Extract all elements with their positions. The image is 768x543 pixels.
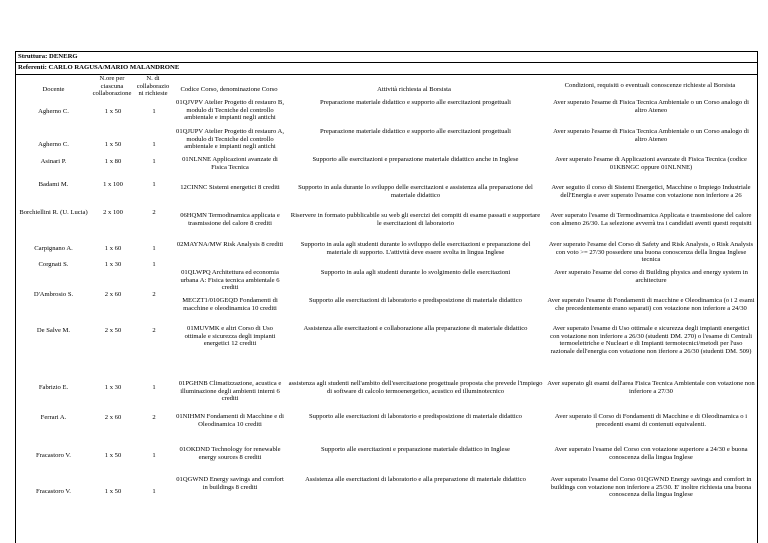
cell-n: 1 <box>152 261 156 268</box>
cell-docente: Borchiellini R. (U. Lucia) <box>19 209 88 216</box>
cell-n: 1 <box>152 108 156 115</box>
col-header-attivita: Attività richiesta al Borsista <box>377 86 451 93</box>
cell-corso: 02MAYNA/MW Risk Analysis 8 crediti <box>176 241 284 248</box>
cell-corso: 01QLWPQ Architettura ed economia urbana A: Fisica tecnica ambientale 6 crediti <box>180 269 280 292</box>
cell-ore: 1 x 50 <box>104 141 122 148</box>
cell-docente: Asinari P. <box>40 158 67 165</box>
cell-ore: 1 x 60 <box>104 245 122 252</box>
cell-attivita: assistenza agli studenti nell'ambito dell'esercitazione progettuale proposta che prevede l'impiego di software di calcolo termoenergetico, acustico ed illuminotecnico <box>288 380 543 395</box>
cell-cond: Aver superato l'esame di Fisica Tecnica Ambientale o un Corso analogo di altro Ateneo <box>553 99 749 114</box>
cell-ore: 2 x 100 <box>103 209 123 216</box>
cell-n: 1 <box>152 452 156 459</box>
cell-attivita: Assistenza alle esercitazioni e collaborazione alla preparazione di materiale didattico <box>303 325 528 332</box>
cell-ore: 2 x 60 <box>104 291 122 298</box>
cell-cond: Aver superato l'esame del Corso di Safety and Risk Analysis, o Risk Analysis con voto >= 27/30 possedere una buona conoscenza della lingua Inglese tecnica <box>548 241 754 264</box>
cell-docente: Ferrari A. <box>40 414 67 421</box>
cell-attivita: Riservere in formato pubblicabile su web gli esercizi dei compiti di esame passati e supportare le esercitazioni di laboratorio <box>290 212 541 227</box>
cell-ore: 2 x 60 <box>104 414 122 421</box>
cell-docente: Agherno C. <box>38 108 69 115</box>
cell-ore: 1 x 30 <box>104 261 122 268</box>
cell-ore: 2 x 50 <box>104 327 122 334</box>
cell-cond: Aver superato il Corso di Fondamenti di Macchine e di Oleodinamica o i precedenti esami di contenuti equivalenti. <box>554 413 748 428</box>
cell-cond: Aver seguito il corso di Sistemi Energetici, Macchine o Impiego Industriale dell'Energia e aver superato l'esame con votazione non inferiore a 26 <box>551 184 751 199</box>
cell-attivita: Supporto alle esercitazioni di laboratorio e predisposizione di materiale didattico <box>309 413 522 420</box>
cell-docente: Carpignano A. <box>34 245 73 252</box>
col-header-ore: N.ore per ciascuna collaborazione <box>92 75 132 97</box>
cell-docente: Corgnati S. <box>38 261 69 268</box>
cell-cond: Aver superato l'esame del corso di Building physics and energy system in architecture <box>554 269 748 284</box>
cell-attivita: Supporto in aula durante lo sviluppo delle esercitazioni e assistenza alla preparazione del materiale didattico <box>298 184 533 199</box>
cell-docente: De Salve M. <box>36 327 71 334</box>
cell-cond: Aver superato l'esame di Fisica Tecnica Ambientale o un Corso analogo di altro Ateneo <box>553 128 749 143</box>
cell-n: 1 <box>152 141 156 148</box>
cell-attivita: Supporto alle esercitazioni e preparazione materiale didattico anche in Inglese <box>312 156 519 163</box>
referenti-header <box>15 63 758 75</box>
cell-corso: 01OKDND Technology for renewable energy sources 8 crediti <box>179 446 281 461</box>
cell-attivita: Assistenza alle esercitazioni di laboratorio e alla preparazione di materiale didattico <box>305 476 526 483</box>
cell-corso: 01MUVMK e altri Corso di Uso ottimale e sicurezza degli impianti energetici 12 crediti <box>184 325 276 348</box>
cell-cond: Aver superato l'esame del Corso con votazione superiore a 24/30 e buona conoscenza della lingua Inglese <box>554 446 748 461</box>
struttura-label: Struttura: DENERG <box>18 53 78 60</box>
cell-corso: 01QJUPV Atelier Progetto di restauro A, modulo di Tecniche del controllo ambientale e impianti negli antichi <box>176 128 284 151</box>
cell-corso: 01QGWND Energy savings and comfort in buildings 8 crediti <box>176 476 284 491</box>
table-border-right <box>757 75 758 543</box>
cell-n: 2 <box>152 291 156 298</box>
cell-attivita: Supporto in aula agli studenti durante lo svolgimento delle esercitazioni <box>320 269 511 276</box>
cell-cond: Aver superato l'esame di Applicazioni avanzate di Fisica Tecnica (codice 01KBNGC oppure 01NLNNE) <box>555 156 747 171</box>
cell-n: 1 <box>152 181 156 188</box>
cell-n: 1 <box>152 488 156 495</box>
struttura-header <box>15 51 758 63</box>
cell-attivita: Preparazione materiale didattico e supporto alle esercitazioni progettuali <box>320 99 511 106</box>
cell-ore: 1 x 30 <box>104 384 122 391</box>
cell-n: 2 <box>152 414 156 421</box>
cell-corso: MECZT1/010GEQD Fondamenti di macchine e oleodinamica 10 crediti <box>182 297 278 312</box>
cell-n: 1 <box>152 158 156 165</box>
referenti-label: Referenti: CARLO RAGUSA/MARIO MALANDRONE <box>18 64 180 71</box>
cell-cond: Aver superato l'esame del Corso 01QGWND Energy savings and comfort in buildings con votazione non inferiore a 25/30. E' inoltre richiesta una buona conoscenza della lingua Inglese <box>550 476 752 499</box>
cell-docente: D'Ambrosio S. <box>33 291 74 298</box>
cell-docente: Fabrizio E. <box>38 384 69 391</box>
cell-docente: Badami M. <box>38 181 69 188</box>
cell-cond: Aver superato l'esame di Termodinamica Applicata e trasmissione del calore con almeno 26/30. La selezione avverrà tra i candidati aventi questi requisiti <box>550 212 752 227</box>
cell-cond: Aver superato l'esame di Fondamenti di macchine e Oleodinamica (o i 2 esami che precedentemente erano separati) con votazione non inferiore a 24/30 <box>547 297 755 312</box>
cell-corso: 01NIHMN Fondamenti di Macchine e di Oleodinamica 10 crediti <box>176 413 284 428</box>
cell-corso: 01PGHNB Climatizzazione, acustica e illuminazione degli ambienti interni 6 crediti <box>178 380 282 403</box>
cell-docente: Fracastoro V. <box>36 488 71 495</box>
cell-corso: 01QJVPV Atelier Progetto di restauro B, modulo di Tecniche del controllo ambientale e impianti negli antichi <box>176 99 284 122</box>
col-header-corso: Codice Corso, denominazione Corso <box>180 86 278 93</box>
cell-n: 2 <box>152 327 156 334</box>
col-header-docente: Docente <box>42 86 65 93</box>
cell-ore: 1 x 80 <box>104 158 122 165</box>
table-border-left <box>15 75 16 543</box>
cell-ore: 1 x 100 <box>103 181 123 188</box>
cell-corso: 12CINNC Sistemi energetici 8 crediti <box>180 184 280 191</box>
cell-attivita: Preparazione materiale didattico e supporto alle esercitazioni progettuali <box>320 128 511 135</box>
cell-corso: 06HQMN Termodinamica applicata e trasmissione del calore 8 crediti <box>180 212 280 227</box>
cell-n: 1 <box>152 245 156 252</box>
cell-n: 1 <box>152 384 156 391</box>
cell-ore: 1 x 50 <box>104 452 122 459</box>
cell-n: 2 <box>152 209 156 216</box>
cell-attivita: Supporto alle esercitazioni di laboratorio e predisposizione di materiale didattico <box>309 297 522 304</box>
cell-attivita: Supporto alle esercitazioni e preparazione materiale didattico in Inglese <box>321 446 510 453</box>
cell-docente: Fracastoro V. <box>36 452 71 459</box>
col-header-ncollab: N. di collaborazio ni richieste <box>136 75 170 97</box>
col-header-condizioni: Condizioni, requisiti o eventuali conoscenze richieste al Borsista <box>564 82 736 89</box>
cell-docente: Agherno C. <box>38 141 69 148</box>
cell-corso: 01NLNNE Applicazioni avanzate di Fisica Tecnica <box>182 156 278 171</box>
cell-attivita: Supporto in aula agli studenti durante lo sviluppo delle esercitazioni e preparazione del materiale di supporto. L'attività deve essere svolta in lingua Inglese <box>300 241 531 256</box>
cell-cond: Aver superato l'esame di Uso ottimale e sicurezza degli impianti energetici con votazione non inferiore a 26/30 (studenti DM. 270) o l'esame di Centrali termoelettriche e Nucleari e di Impianti termotecnici/metodi per l'uso razionale dell'energia con votazione non iferiore a 26/30 (studenti DM. 509) <box>549 325 753 355</box>
cell-ore: 1 x 50 <box>104 488 122 495</box>
cell-cond: Aver superato gli esami dell'area Fisica Tecnica Ambientale con votazione non inferiore a 27/30 <box>547 380 755 395</box>
cell-ore: 1 x 50 <box>104 108 122 115</box>
